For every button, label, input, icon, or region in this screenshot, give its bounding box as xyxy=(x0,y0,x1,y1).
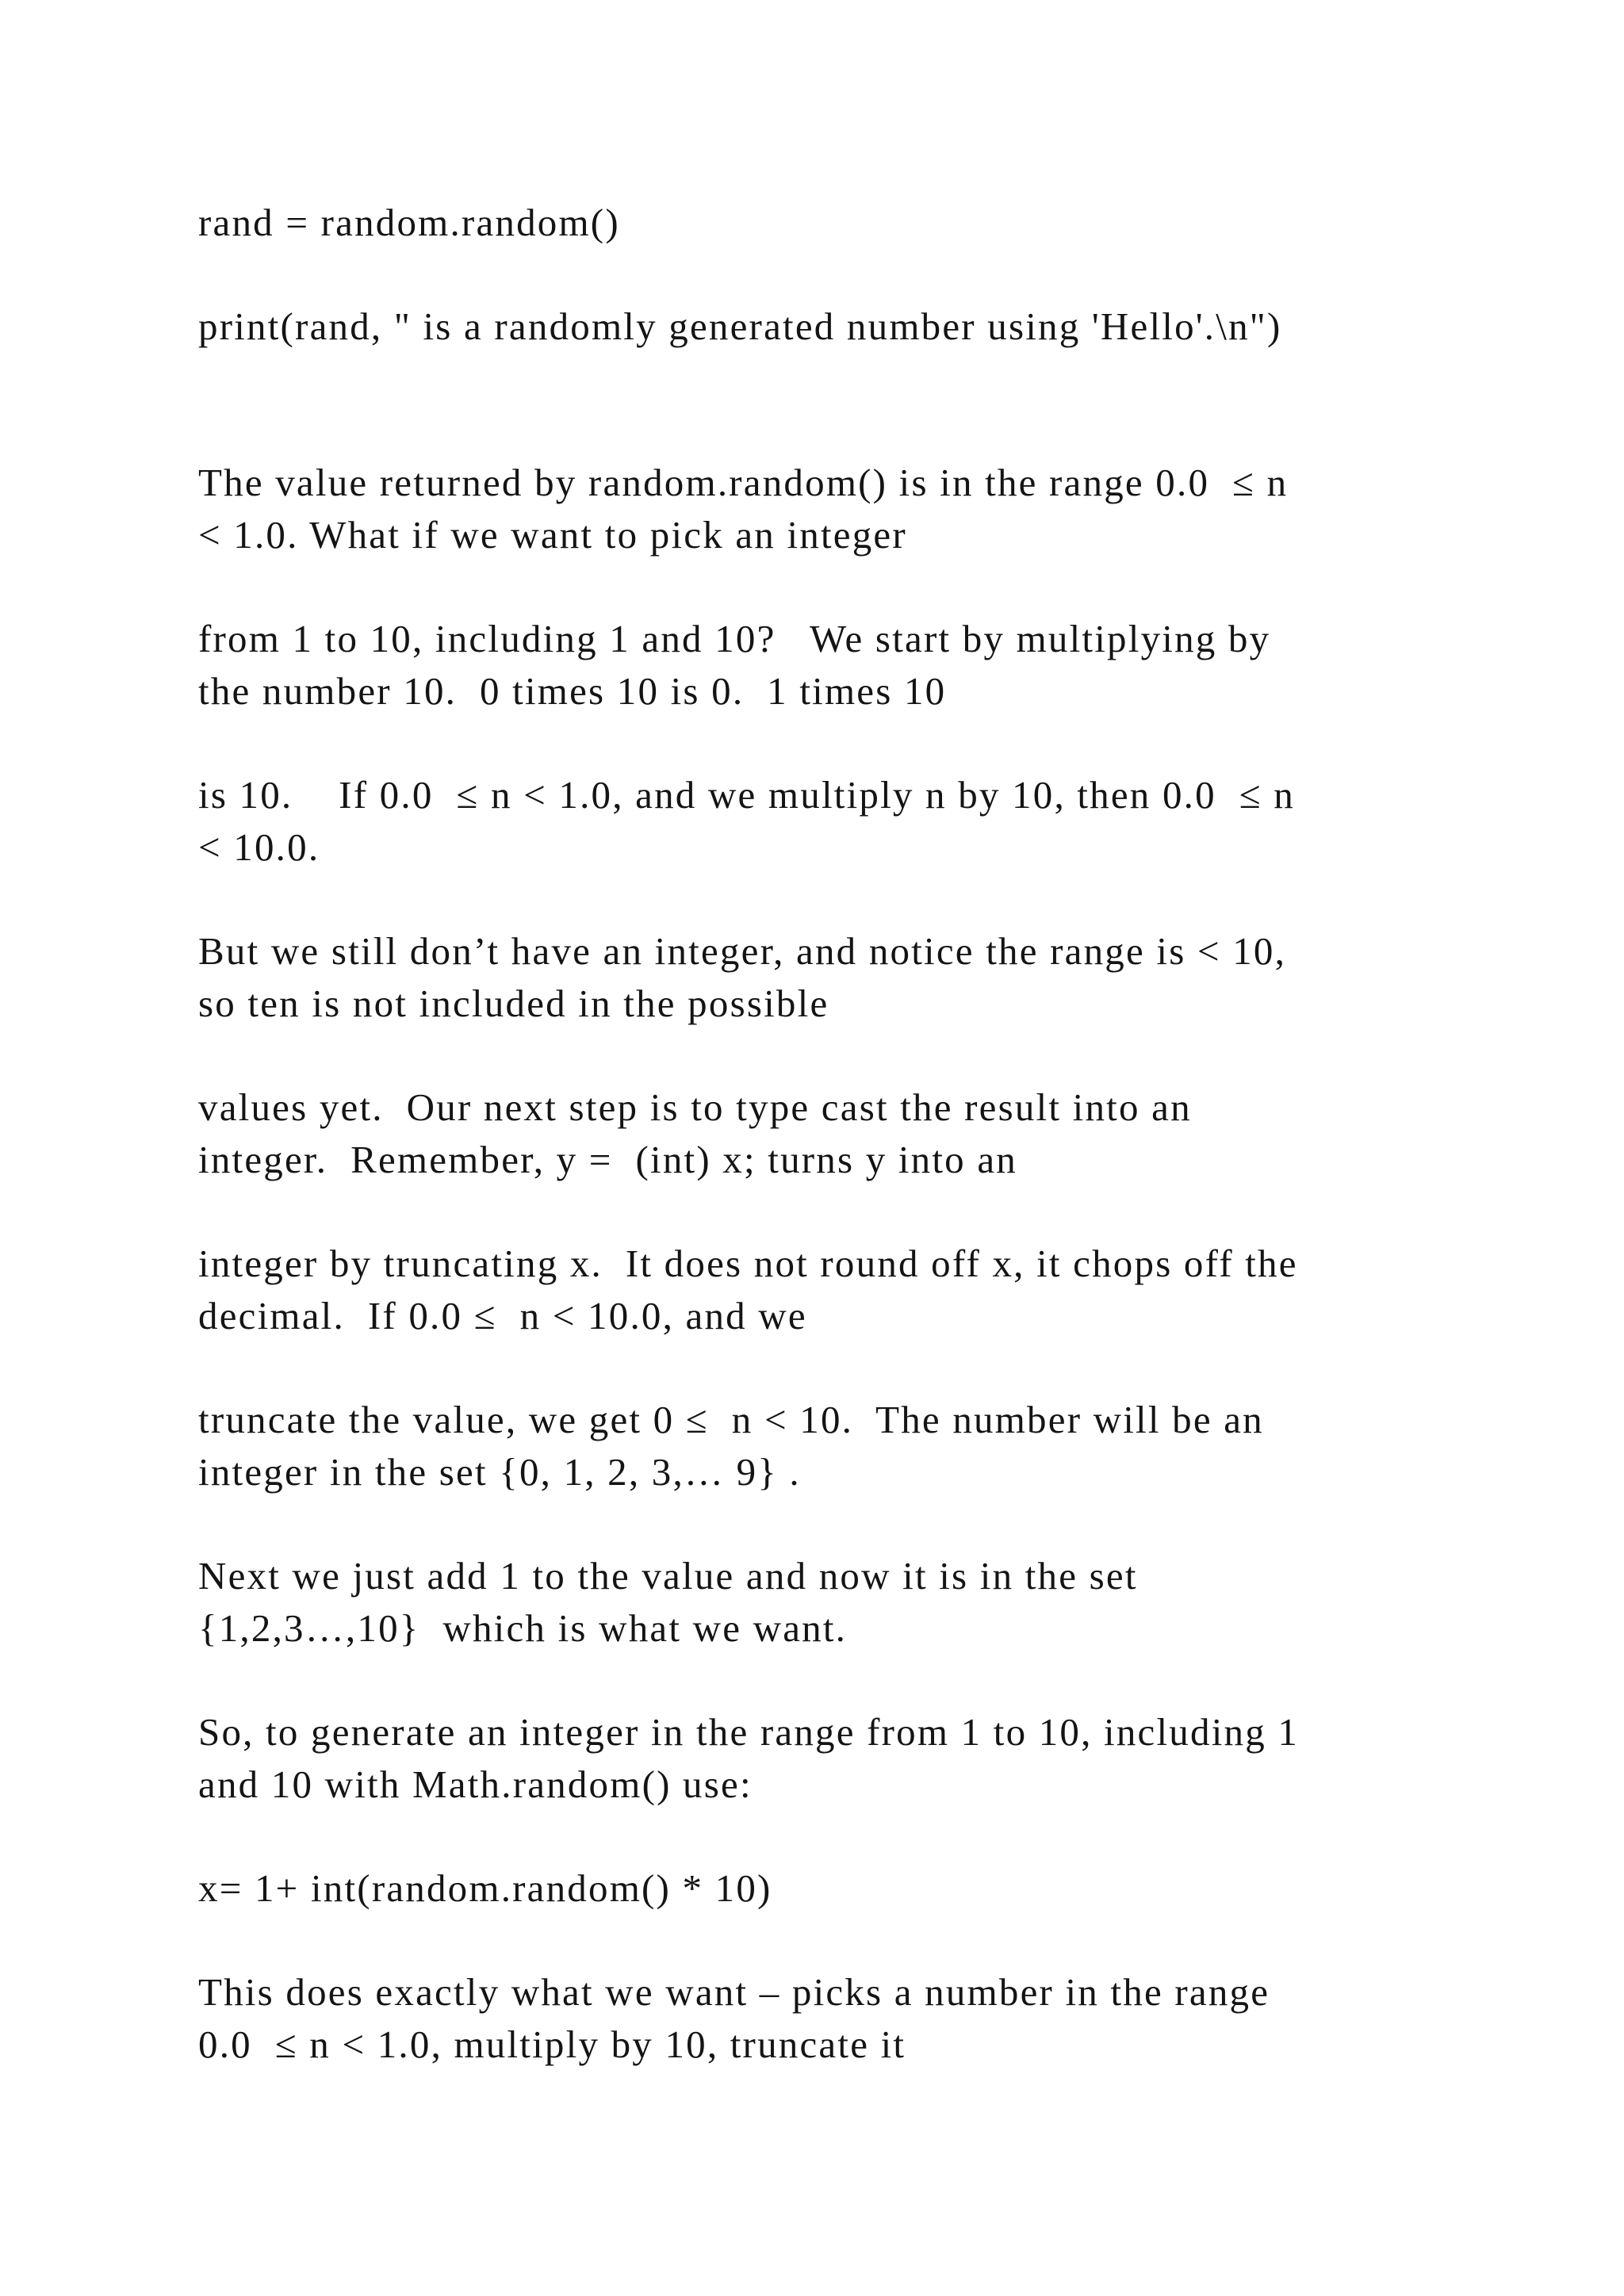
paragraph-line: integer in the set {0, 1, 2, 3,… 9} . xyxy=(198,1450,801,1494)
code-line-print-statement: print(rand, " is a randomly generated number using 'Hello'.\n") xyxy=(198,304,1282,348)
paragraph-line: {1,2,3…,10} which is what we want. xyxy=(198,1606,848,1650)
paragraph-line: The value returned by random.random() is in the range 0.0 ≤ n xyxy=(198,461,1289,504)
paragraph-line: 0.0 ≤ n < 1.0, multiply by 10, truncate it xyxy=(198,2022,906,2066)
paragraph-line: Next we just add 1 to the value and now it is in the set xyxy=(198,1554,1138,1598)
code-line-formula: x= 1+ int(random.random() * 10) xyxy=(198,1866,772,1910)
paragraph-line: But we still don’t have an integer, and notice the range is < 10, xyxy=(198,929,1287,973)
paragraph-line: < 10.0. xyxy=(198,825,320,869)
paragraph-line: is 10. If 0.0 ≤ n < 1.0, and we multiply n by 10, then 0.0 ≤ n xyxy=(198,773,1295,817)
paragraph-line: values yet. Our next step is to type cast the result into an xyxy=(198,1085,1192,1129)
paragraph-line: truncate the value, we get 0 ≤ n < 10. The number will be an xyxy=(198,1398,1264,1441)
paragraph-line: So, to generate an integer in the range from 1 to 10, including 1 xyxy=(198,1710,1300,1754)
code-line-rand-assignment: rand = random.random() xyxy=(198,201,620,244)
paragraph-line: from 1 to 10, including 1 and 10? We start by multiplying by xyxy=(198,617,1271,660)
paragraph-line: integer by truncating x. It does not round off x, it chops off the xyxy=(198,1242,1298,1285)
paragraph-line: the number 10. 0 times 10 is 0. 1 times 10 xyxy=(198,669,947,713)
paragraph-line: and 10 with Math.random() use: xyxy=(198,1762,753,1806)
paragraph-line: integer. Remember, y = (int) x; turns y into an xyxy=(198,1138,1017,1181)
paragraph-line: decimal. If 0.0 ≤ n < 10.0, and we xyxy=(198,1294,807,1337)
paragraph-line: < 1.0. What if we want to pick an integer xyxy=(198,513,907,557)
paragraph-line: so ten is not included in the possible xyxy=(198,982,829,1025)
paragraph-line: This does exactly what we want – picks a number in the range xyxy=(198,1970,1270,2014)
